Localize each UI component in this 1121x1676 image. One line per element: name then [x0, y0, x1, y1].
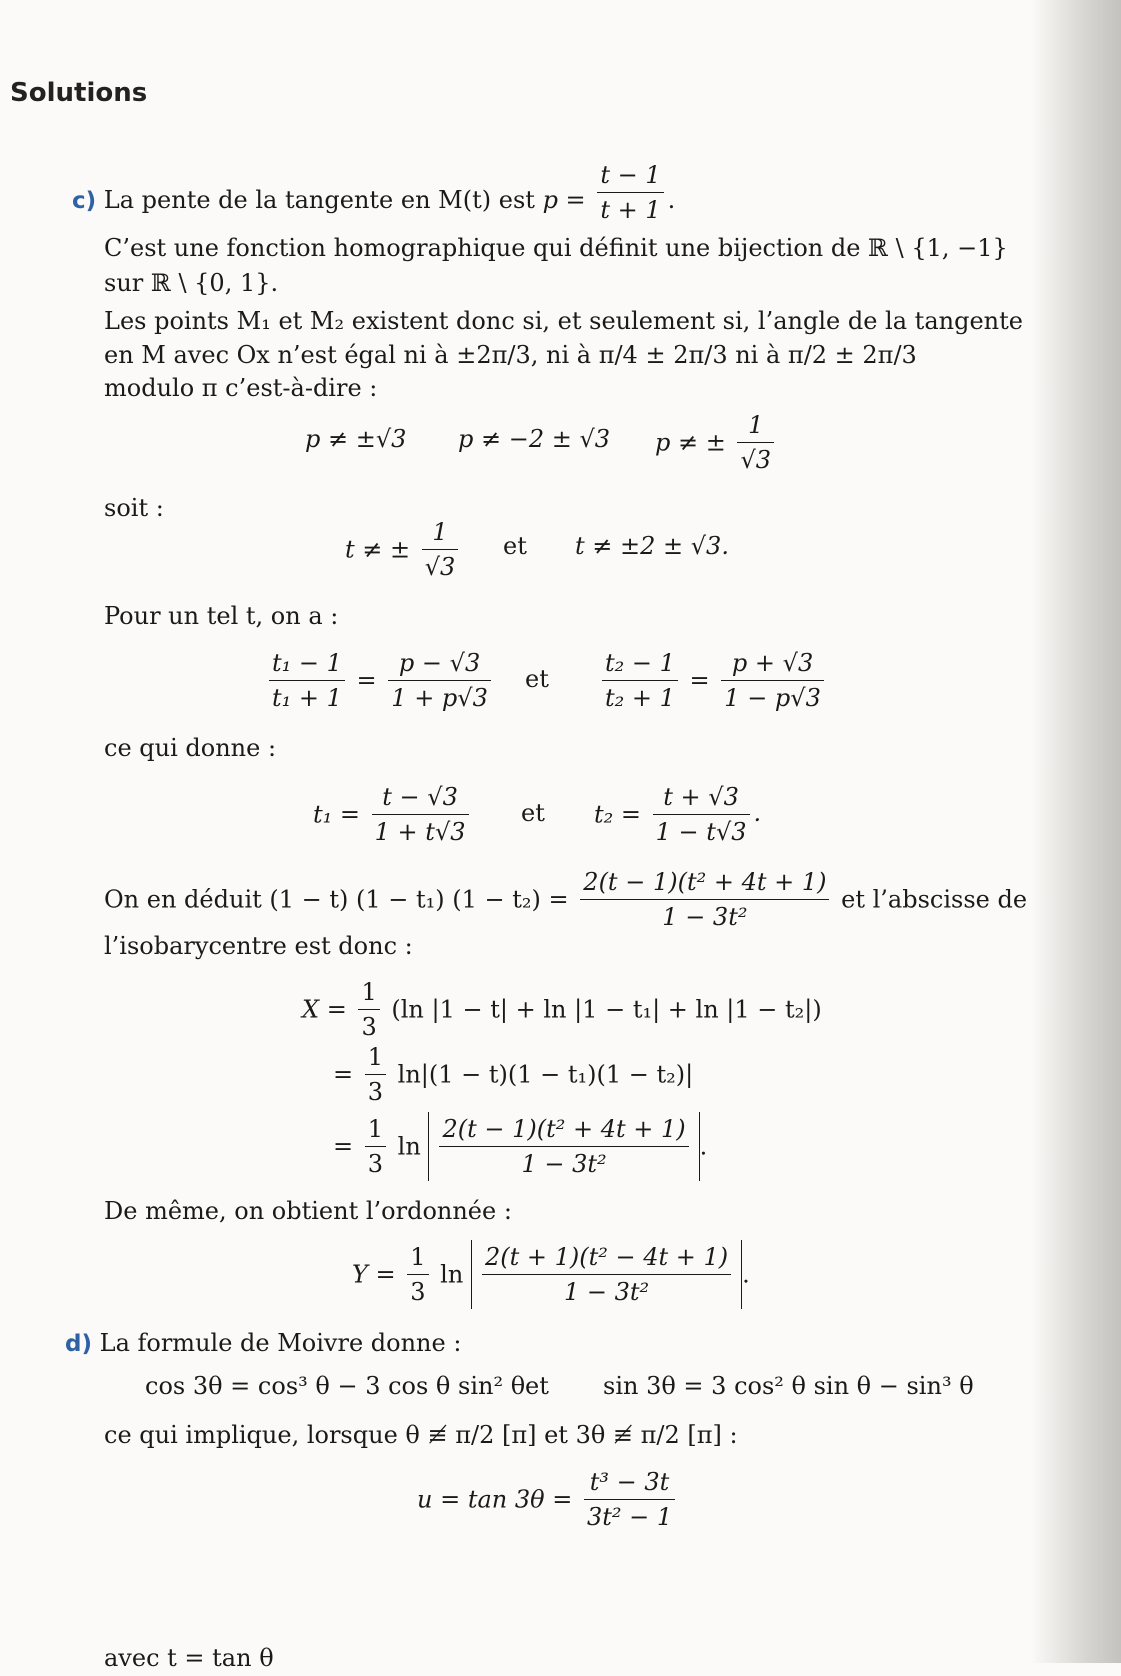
X-line-1: [302, 975, 822, 1044]
t-condition-et: et: [503, 532, 527, 560]
points-line-3: modulo π c’est-à-dire :: [104, 374, 378, 402]
deduit-numerator: 2(t − 1)(t² + 4t + 1): [580, 865, 829, 900]
t1-fraction: [372, 780, 469, 849]
X-line-1-third-den: 3: [361, 1013, 377, 1041]
bijection-line-2: sur ℝ \ {0, 1}.: [104, 269, 279, 297]
moivre-text: La formule de Moivre donne :: [99, 1329, 462, 1357]
t-condition-1-prefix: t ≠ ±: [345, 535, 411, 564]
relation-2-left: [602, 646, 678, 715]
X-line-3-third: [365, 1112, 386, 1181]
section-header: Solutions: [10, 78, 148, 108]
bijection-line-1: C’est une fonction homographique qui définit une bijection de ℝ \ {1, −1}: [104, 234, 1008, 262]
relation-2-right-den: 1 − p√3: [724, 684, 821, 712]
t-condition-1-fraction: [422, 515, 459, 584]
u-fraction: [584, 1465, 675, 1534]
t-condition-1: [345, 515, 462, 584]
relation-2-right-num: p + √3: [721, 646, 824, 681]
t2-fraction: [653, 780, 750, 849]
X-line-3-abs: [428, 1112, 699, 1181]
relation-1-left-den: t₁ + 1: [272, 684, 342, 712]
pour-un-tel: Pour un tel t, on a :: [104, 602, 339, 630]
t-et: et: [521, 799, 545, 827]
deduit-suffix: et l’abscisse de: [841, 885, 1028, 914]
X-line-1-body: (ln |1 − t| + ln |1 − t₁| + ln |1 − t₂|): [391, 995, 822, 1024]
X-line-3-denominator: 1 − 3t²: [521, 1150, 607, 1178]
t2-numerator: t + √3: [653, 780, 750, 815]
t1-eq: t₁ =: [313, 800, 361, 829]
avec-line: avec t = tan θ: [104, 1644, 274, 1672]
X-line-3-third-num: 1: [365, 1112, 386, 1147]
implique-line: ce qui implique, lorsque θ ≢ π/2 [π] et 3θ ≢ π/2 [π] :: [104, 1421, 738, 1449]
sin-3theta: sin 3θ = 3 cos² θ sin θ − sin³ θ: [603, 1372, 974, 1400]
relation-et: et: [525, 665, 549, 693]
part-d-label: d): [65, 1331, 92, 1357]
ce-qui-donne: ce qui donne :: [104, 734, 277, 762]
condition-3-denominator: √3: [740, 446, 772, 474]
t1-denominator: 1 + t√3: [374, 818, 466, 846]
t2-denominator: 1 − t√3: [655, 818, 747, 846]
X-line-3-fraction: [439, 1112, 688, 1181]
X-line-2-eq: =: [333, 1060, 354, 1089]
relation-1-right: [388, 646, 491, 715]
relation-1-eq: =: [356, 666, 377, 695]
u-eq: u = tan 3θ =: [417, 1485, 573, 1514]
X-eq: X =: [302, 995, 347, 1024]
relation-2: [598, 646, 828, 715]
t-condition-1-numerator: 1: [422, 515, 459, 550]
Y-numerator: 2(t + 1)(t² − 4t + 1): [482, 1240, 731, 1275]
deduit-line: [104, 865, 1027, 934]
relation-1-left-num: t₁ − 1: [269, 646, 345, 681]
slope-intro: La pente de la tangente en M(t) est: [103, 186, 535, 214]
relation-2-right: [721, 646, 824, 715]
soit-label: soit :: [104, 494, 164, 522]
de-meme-line: De même, on obtient l’ordonnée :: [104, 1197, 512, 1225]
X-line-2-body: ln|(1 − t)(1 − t₁)(1 − t₂)|: [397, 1060, 694, 1089]
relation-2-left-den: t₂ + 1: [605, 684, 675, 712]
t2-expression: t₂ = $\frac{t + √3}{1 - t√3}$ .: [594, 780, 761, 849]
condition-3-numerator: 1: [737, 408, 774, 443]
moivre-et: et: [525, 1372, 549, 1400]
t1-numerator: t − √3: [372, 780, 469, 815]
slope-denominator: t + 1: [600, 196, 661, 224]
u-numerator: t³ − 3t: [584, 1465, 675, 1500]
condition-2: p ≠ −2 ± √3: [458, 425, 611, 453]
X-line-3-ln: ln: [397, 1132, 421, 1161]
Y-ln: ln: [440, 1260, 464, 1289]
X-line-1-third-num: 1: [358, 975, 379, 1010]
slope-eq: p =: [542, 186, 586, 214]
part-d-moivre-line: [65, 1325, 461, 1362]
deduit-prefix: On en déduit (1 − t) (1 − t₁) (1 − t₂) =: [104, 885, 569, 914]
Y-third: [407, 1240, 428, 1309]
Y-denominator: 1 − 3t²: [563, 1278, 650, 1306]
t2-eq: t₂ =: [594, 800, 642, 829]
condition-3-prefix: p ≠ ±: [655, 428, 726, 457]
Y-eq: Y =: [352, 1260, 396, 1289]
Y-fraction: [482, 1240, 731, 1309]
Y-abs: [471, 1240, 742, 1309]
X-line-1-third: [358, 975, 379, 1044]
slope-fraction: [597, 158, 663, 227]
t-condition-2: t ≠ ±2 ± √3.: [575, 532, 729, 560]
X-line-2-third: [365, 1040, 386, 1109]
Y-third-den: 3: [410, 1278, 426, 1306]
relation-1: [265, 646, 495, 715]
condition-1: p ≠ ±√3: [305, 425, 407, 453]
Y-third-num: 1: [407, 1240, 428, 1275]
relation-1-left: [269, 646, 345, 715]
X-line-2: [333, 1040, 693, 1109]
X-line-2-third-num: 1: [365, 1040, 386, 1075]
cos-3theta: cos 3θ = cos³ θ − 3 cos θ sin² θ: [145, 1372, 526, 1400]
page-edge-shadow: [1031, 0, 1121, 1663]
slope-numerator: t − 1: [597, 158, 663, 193]
points-line-1: Les points M₁ et M₂ existent donc si, et seulement si, l’angle de la tangente: [104, 307, 1023, 335]
u-line: [417, 1465, 679, 1534]
X-line-3-eq: =: [333, 1132, 354, 1161]
t-condition-1-denominator: √3: [424, 553, 456, 581]
relation-2-left-num: t₂ − 1: [602, 646, 678, 681]
X-line-3-third-den: 3: [367, 1150, 384, 1178]
condition-3: [655, 408, 778, 477]
deduit-denominator: 1 − 3t²: [662, 903, 748, 931]
X-line-3-numerator: 2(t − 1)(t² + 4t + 1): [439, 1112, 688, 1147]
deduit-fraction: [580, 865, 829, 934]
X-line-2-third-den: 3: [367, 1078, 384, 1106]
relation-1-right-num: p − √3: [388, 646, 491, 681]
t1-expression: [313, 780, 473, 849]
condition-3-fraction: [737, 408, 774, 477]
relation-1-right-den: 1 + p√3: [391, 684, 488, 712]
isobarycentre-line: l’isobarycentre est donc :: [104, 932, 413, 960]
relation-2-eq: =: [689, 666, 710, 695]
part-c-slope-line: c) La pente de la tangente en M(t) est p = $\frac{t - 1}{t + 1}$ .: [72, 176, 675, 227]
part-c-label: c): [72, 188, 97, 214]
X-line-3: = $\frac{1}{3}$ ln $\frac{\text{2(t − 1)(t² + 4t + 1)}}{\text{1 − 3t²}}$ .: [333, 1112, 707, 1181]
points-line-2: en M avec Ox n’est égal ni à ±2π/3, ni à π/4 ± 2π/3 ni à π/2 ± 2π/3: [104, 341, 917, 369]
u-denominator: 3t² − 1: [586, 1503, 673, 1531]
Y-line: Y = $\frac{1}{3}$ ln $\frac{\text{2(t + 1)(t² − 4t + 1)}}{\text{1 − 3t²}}$ .: [352, 1240, 750, 1309]
